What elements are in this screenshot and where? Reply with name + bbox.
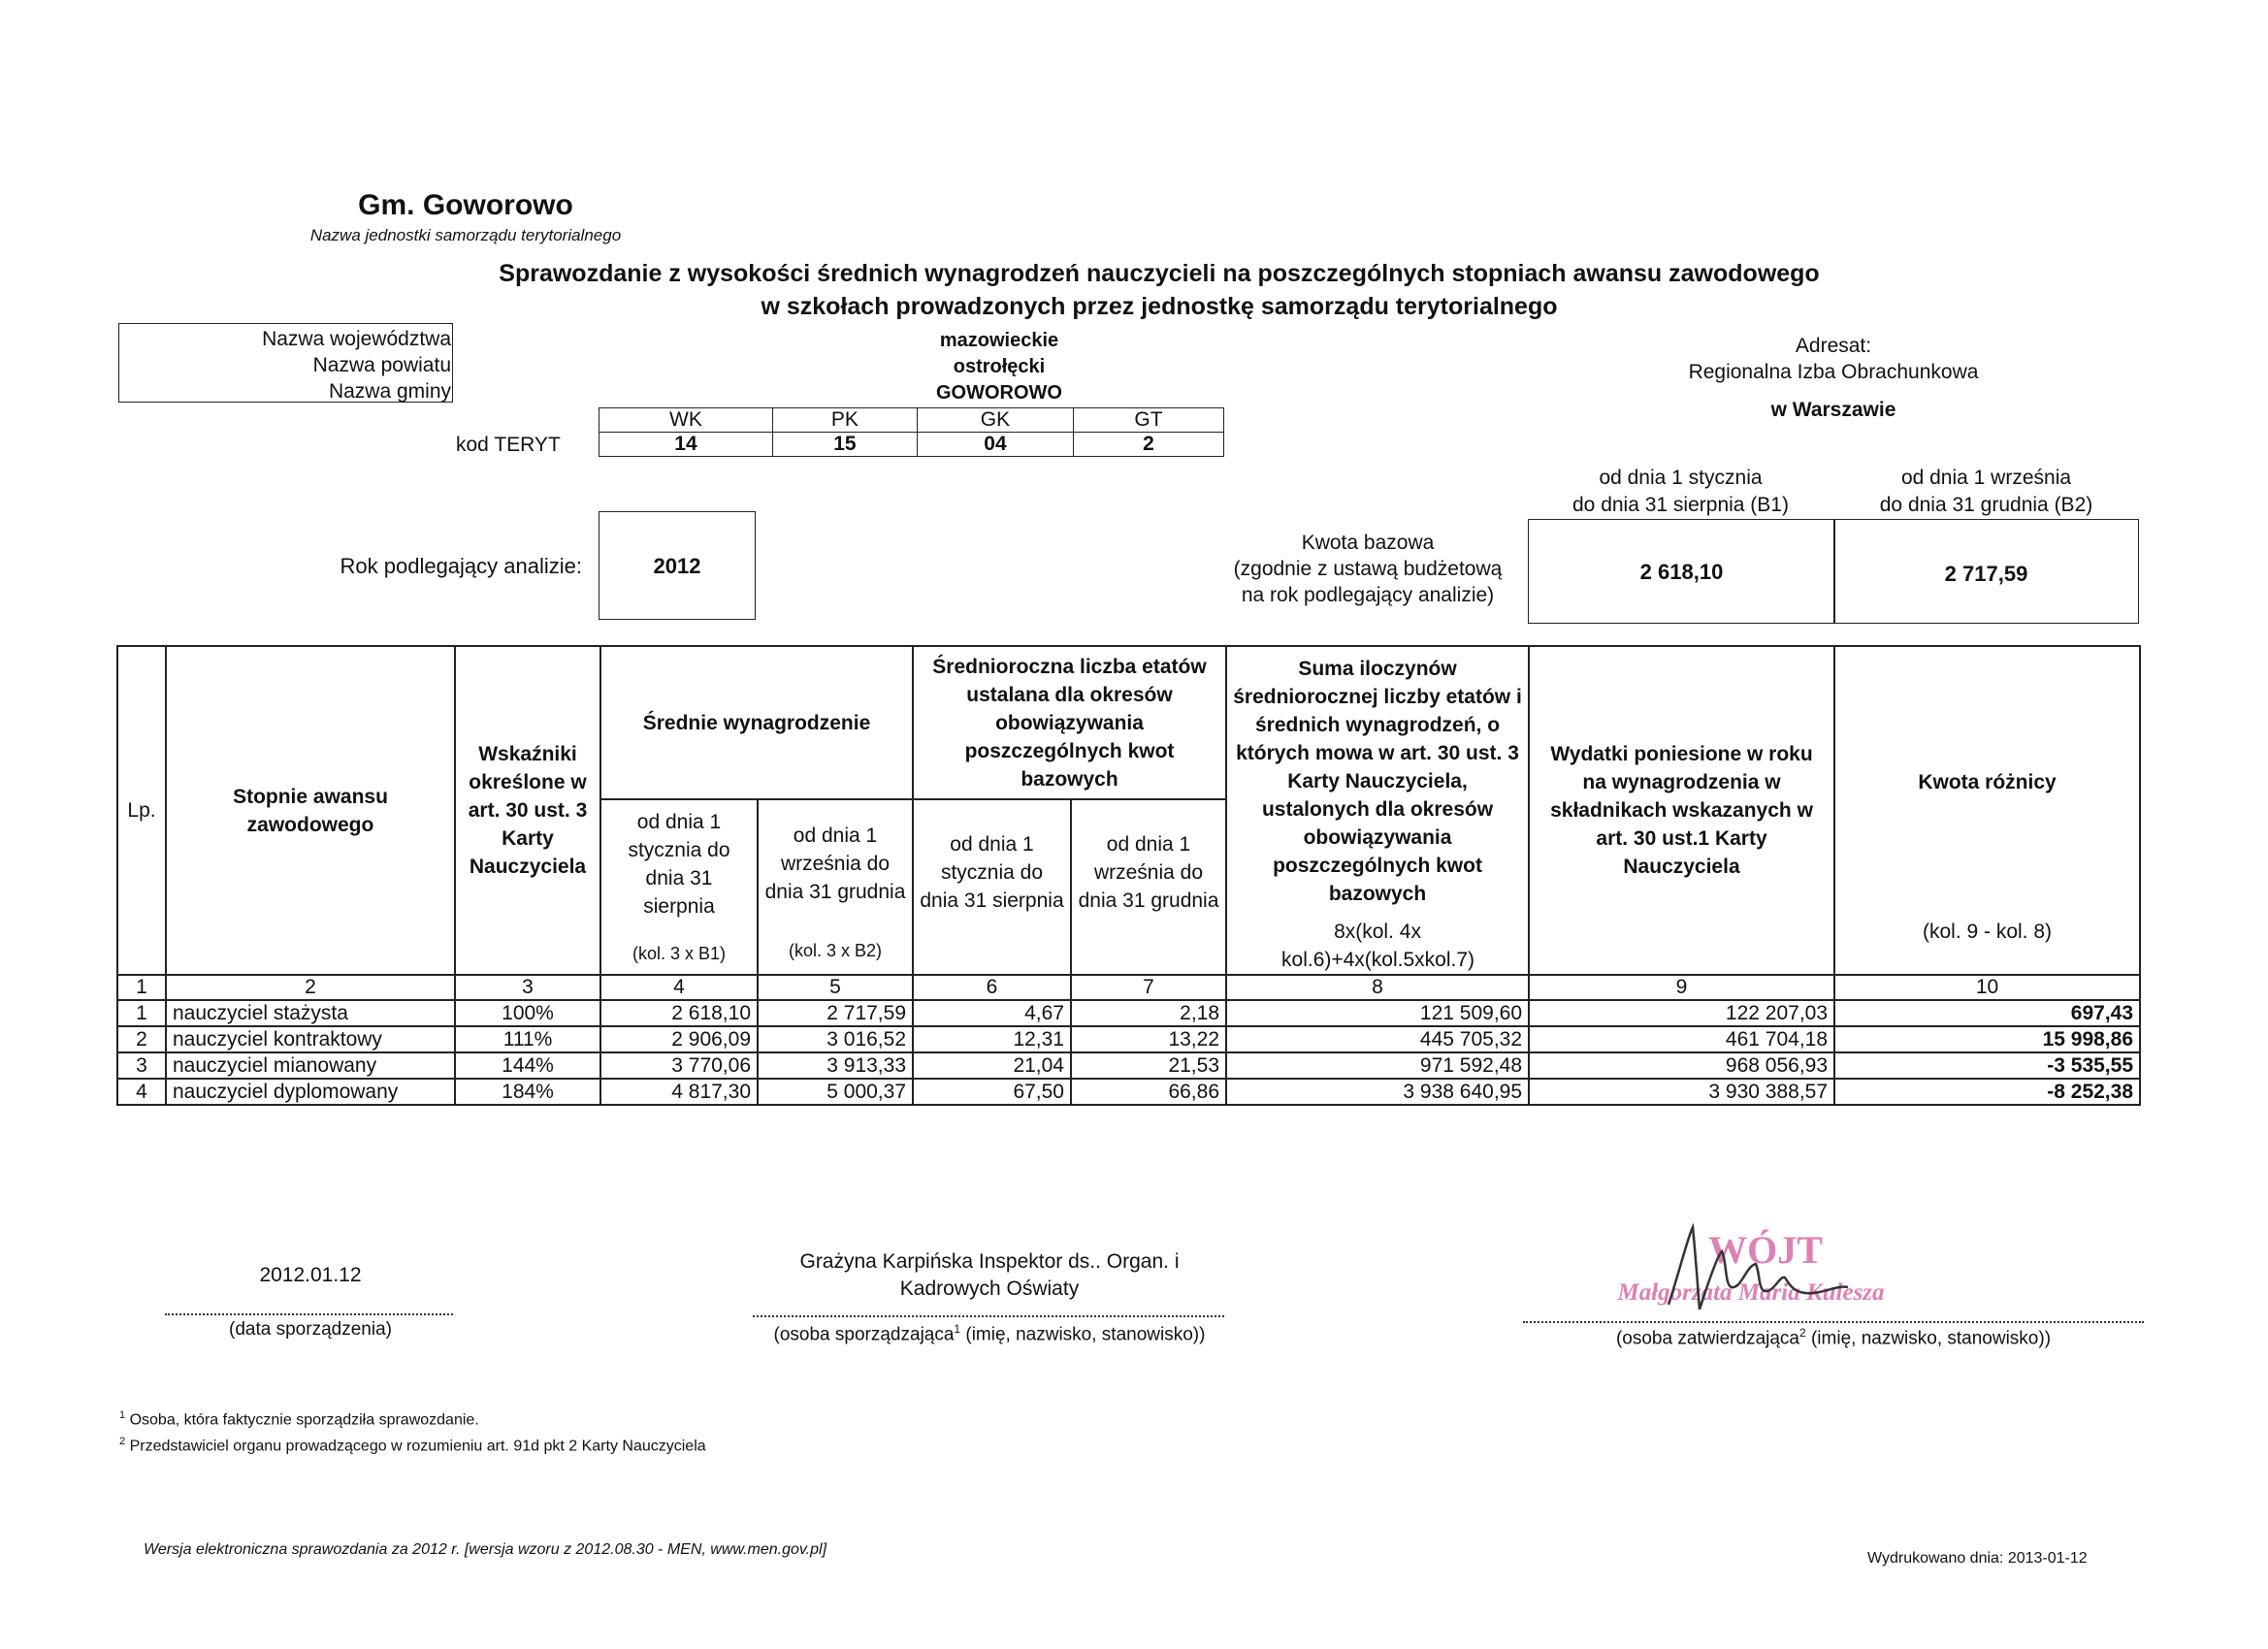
row-kol4: 4 817,30 — [600, 1079, 758, 1105]
row-stopien: nauczyciel kontraktowy — [166, 1026, 455, 1052]
teryt-value-gt: 2 — [1073, 433, 1223, 457]
row-kol7: 13,22 — [1071, 1026, 1226, 1052]
row-kol7: 66,86 — [1071, 1079, 1226, 1105]
preparer-name — [747, 1248, 1232, 1303]
teryt-header-pk: PK — [772, 408, 917, 433]
col-number-8: 8 — [1226, 975, 1529, 1000]
col-number-10: 10 — [1834, 975, 2140, 1000]
table-row — [117, 1052, 2140, 1079]
printed-date: Wydrukowano dnia: 2013-01-12 — [1867, 1550, 2088, 1567]
date-value: 2012.01.12 — [259, 1264, 362, 1286]
region-value-powiat: ostrołęcki — [953, 356, 1046, 377]
b2-header-line1: od dnia 1 września — [1900, 467, 2072, 489]
row-wskaznik: 184% — [455, 1079, 600, 1105]
version-note: Wersja elektroniczna sprawozdania za 2012 r. [wersja wzoru z 2012.08.30 - MEN, www.men.gov.pl] — [144, 1541, 827, 1558]
row-kol8: 971 592,48 — [1226, 1052, 1529, 1079]
b2-header — [1833, 465, 2139, 519]
preparer-caption — [737, 1322, 1242, 1345]
col-header-etaty-b: od dnia 1 września do dnia 31 grudnia — [1071, 799, 1226, 975]
footnote-1-sup: 1 — [119, 1409, 126, 1421]
row-kol8: 3 938 640,95 — [1226, 1079, 1529, 1105]
teryt-header-gt: GT — [1073, 408, 1223, 433]
addressee-name: Regionalna Izba Obrachunkowa — [1688, 361, 1979, 383]
col-number-4: 4 — [600, 975, 758, 1000]
col-header-lp: Lp. — [117, 646, 166, 975]
teryt-value-gk: 04 — [917, 433, 1073, 457]
footnote-2-sup: 2 — [119, 1436, 126, 1447]
b2-header-line2: do dnia 31 grudnia (B2) — [1879, 494, 2093, 516]
region-value-wojewodztwo: mazowieckie — [939, 330, 1059, 351]
approver-caption-a: (osoba zatwierdzająca — [1615, 1328, 1799, 1349]
col-header-srednie-b — [758, 799, 913, 975]
date-caption: (data sporządzenia) — [229, 1319, 392, 1340]
col-number-7: 7 — [1071, 975, 1226, 1000]
col-header-srednie-b-text: od dnia 1 września do dnia 31 grudnia — [764, 824, 906, 904]
row-kol6: 4,67 — [913, 1000, 1071, 1026]
row-lp: 4 — [117, 1079, 166, 1105]
signature-icon — [1649, 1217, 1863, 1324]
b1-header-line2: do dnia 31 sierpnia (B1) — [1572, 494, 1789, 516]
teryt-header-wk: WK — [599, 408, 773, 433]
table-row — [117, 1079, 2140, 1105]
col-header-stopnie: Stopnie awansu zawodowego — [166, 646, 455, 975]
teryt-value-wk: 14 — [599, 433, 773, 457]
preparer-line1: Grażyna Karpińska Inspektor ds.. Organ. i — [799, 1250, 1180, 1273]
row-kol10: 697,43 — [1834, 1000, 2140, 1026]
col-header-srednie: Średnie wynagrodzenie — [600, 646, 913, 799]
row-kol9: 3 930 388,57 — [1529, 1079, 1834, 1105]
row-kol5: 2 717,59 — [758, 1000, 913, 1026]
teryt-value-pk: 15 — [772, 433, 917, 457]
col-header-srednie-a-formula: (kol. 3 x B1) — [632, 944, 727, 964]
row-lp: 3 — [117, 1052, 166, 1079]
approver-caption-sup: 2 — [1799, 1326, 1806, 1340]
row-kol9: 461 704,18 — [1529, 1026, 1834, 1052]
b1-value: 2 618,10 — [1639, 560, 1724, 584]
base-amount-label-line2: (zgodnie z ustawą budżetową — [1233, 558, 1503, 580]
row-kol5: 3 016,52 — [758, 1026, 913, 1052]
region-label-wojewodztwo: Nazwa województwa — [262, 328, 451, 350]
row-kol10: 15 998,86 — [1834, 1026, 2140, 1052]
report-title-line2: w szkołach prowadzonych przez jednostkę samorządu terytorialnego — [761, 293, 1558, 320]
teryt-header-gk: GK — [917, 408, 1073, 433]
footnote-1 — [119, 1409, 479, 1429]
row-kol4: 3 770,06 — [600, 1052, 758, 1079]
row-stopien: nauczyciel dyplomowany — [166, 1079, 455, 1105]
col-number-5: 5 — [758, 975, 913, 1000]
col-number-9: 9 — [1529, 975, 1834, 1000]
teryt-label: kod TERYT — [456, 434, 561, 456]
col-number-2: 2 — [166, 975, 455, 1000]
col-header-roznica — [1834, 646, 2140, 975]
stamp-name: Małgorzata Maria Kulesza — [1617, 1279, 1885, 1306]
addressee-city: w Warszawie — [1770, 399, 1896, 421]
col-header-etaty-a: od dnia 1 stycznia do dnia 31 sierpnia — [913, 799, 1071, 975]
teryt-table — [599, 407, 1224, 457]
approver-line — [1523, 1321, 2144, 1323]
row-kol4: 2 906,09 — [600, 1026, 758, 1052]
row-kol5: 3 913,33 — [758, 1052, 913, 1079]
preparer-line — [753, 1315, 1224, 1317]
base-amount-label-line1: Kwota bazowa — [1301, 532, 1435, 554]
year-value: 2012 — [653, 554, 701, 578]
row-kol4: 2 618,10 — [600, 1000, 758, 1026]
preparer-caption-a: (osoba sporządzająca — [773, 1324, 955, 1345]
preparer-caption-sup: 1 — [954, 1322, 961, 1336]
unit-caption: Nazwa jednostki samorządu terytorialnego — [309, 226, 622, 244]
year-label: Rok podlegający analizie: — [340, 554, 582, 578]
region-value-gmina: GOWOROWO — [936, 382, 1062, 404]
col-number-1: 1 — [117, 975, 166, 1000]
row-lp: 1 — [117, 1000, 166, 1026]
row-kol6: 21,04 — [913, 1052, 1071, 1079]
col-header-suma-text: Suma iloczynów średniorocznej liczby etatów i średnich wynagrodzeń, o których mowa w art. 30 ust. 3 Karty Nauczyciela, ustalonych dla okresów obowiązywania poszczególnych kwot bazowych — [1233, 658, 1522, 905]
footnote-2-text: Przedstawiciel organu prowadzącego w rozumieniu art. 91d pkt 2 Karty Nauczyciela — [125, 1438, 706, 1455]
b1-header — [1528, 465, 1833, 519]
row-kol6: 12,31 — [913, 1026, 1071, 1052]
approver-caption-b: (imię, nazwisko, stanowisko)) — [1805, 1328, 2052, 1349]
col-header-etaty: Średnioroczna liczba etatów ustalana dla okresów obowiązywania poszczególnych kwot bazowych — [913, 646, 1226, 799]
row-kol7: 21,53 — [1071, 1052, 1226, 1079]
row-wskaznik: 144% — [455, 1052, 600, 1079]
footnote-1-text: Osoba, która faktycznie sporządziła sprawozdanie. — [125, 1411, 479, 1429]
region-label-gmina: Nazwa gminy — [328, 380, 451, 403]
row-stopien: nauczyciel mianowany — [166, 1052, 455, 1079]
b2-value: 2 717,59 — [1944, 562, 2028, 586]
col-header-suma — [1226, 646, 1529, 975]
col-number-3: 3 — [455, 975, 600, 1000]
table-row — [117, 1000, 2140, 1026]
approver-caption — [1552, 1326, 2115, 1349]
base-amount-label-line3: na rok podlegający analizie) — [1241, 584, 1495, 606]
col-header-roznica-text: Kwota różnicy — [1918, 771, 2057, 793]
col-header-wskazniki: Wskaźniki określone w art. 30 ust. 3 Karty Nauczyciela — [455, 646, 600, 975]
stamp-title: WÓJT — [1708, 1228, 1823, 1272]
base-amount-label — [1213, 530, 1523, 608]
col-header-suma-formula: 8x(kol. 4x kol.6)+4x(kol.5xkol.7) — [1281, 921, 1475, 971]
col-header-srednie-a-text: od dnia 1 stycznia do dnia 31 sierpnia — [628, 811, 730, 919]
col-header-srednie-a — [600, 799, 758, 975]
row-kol5: 5 000,37 — [758, 1079, 913, 1105]
col-header-srednie-b-formula: (kol. 3 x B2) — [788, 941, 883, 961]
row-kol8: 121 509,60 — [1226, 1000, 1529, 1026]
row-wskaznik: 111% — [455, 1026, 600, 1052]
row-wskaznik: 100% — [455, 1000, 600, 1026]
report-title-line1: Sprawozdanie z wysokości średnich wynagrodzeń nauczycieli na poszczególnych stopniach awansu zawodowego — [499, 260, 1820, 287]
row-kol6: 67,50 — [913, 1079, 1071, 1105]
preparer-caption-b: (imię, nazwisko, stanowisko)) — [960, 1324, 1206, 1345]
row-lp: 2 — [117, 1026, 166, 1052]
addressee-label: Adresat: — [1795, 335, 1872, 357]
date-line — [165, 1313, 453, 1315]
b1-header-line1: od dnia 1 stycznia — [1599, 467, 1763, 489]
col-header-wydatki: Wydatki poniesione w roku na wynagrodzenia w składnikach wskazanych w art. 30 ust.1 Karty Nauczyciela — [1529, 646, 1834, 975]
row-stopien: nauczyciel stażysta — [166, 1000, 455, 1026]
row-kol7: 2,18 — [1071, 1000, 1226, 1026]
approver-stamp — [1591, 1217, 1911, 1324]
unit-name: Gm. Goworowo — [358, 189, 573, 221]
footnote-2 — [119, 1436, 706, 1455]
col-header-roznica-formula: (kol. 9 - kol. 8) — [1922, 921, 2053, 943]
row-kol9: 122 207,03 — [1529, 1000, 1834, 1026]
table-row — [117, 1026, 2140, 1052]
row-kol10: -3 535,55 — [1834, 1052, 2140, 1079]
preparer-line2: Kadrowych Oświaty — [899, 1277, 1080, 1300]
region-label-powiat: Nazwa powiatu — [312, 354, 451, 376]
salary-table — [116, 645, 2141, 1106]
col-number-6: 6 — [913, 975, 1071, 1000]
row-kol8: 445 705,32 — [1226, 1026, 1529, 1052]
row-kol10: -8 252,38 — [1834, 1079, 2140, 1105]
row-kol9: 968 056,93 — [1529, 1052, 1834, 1079]
